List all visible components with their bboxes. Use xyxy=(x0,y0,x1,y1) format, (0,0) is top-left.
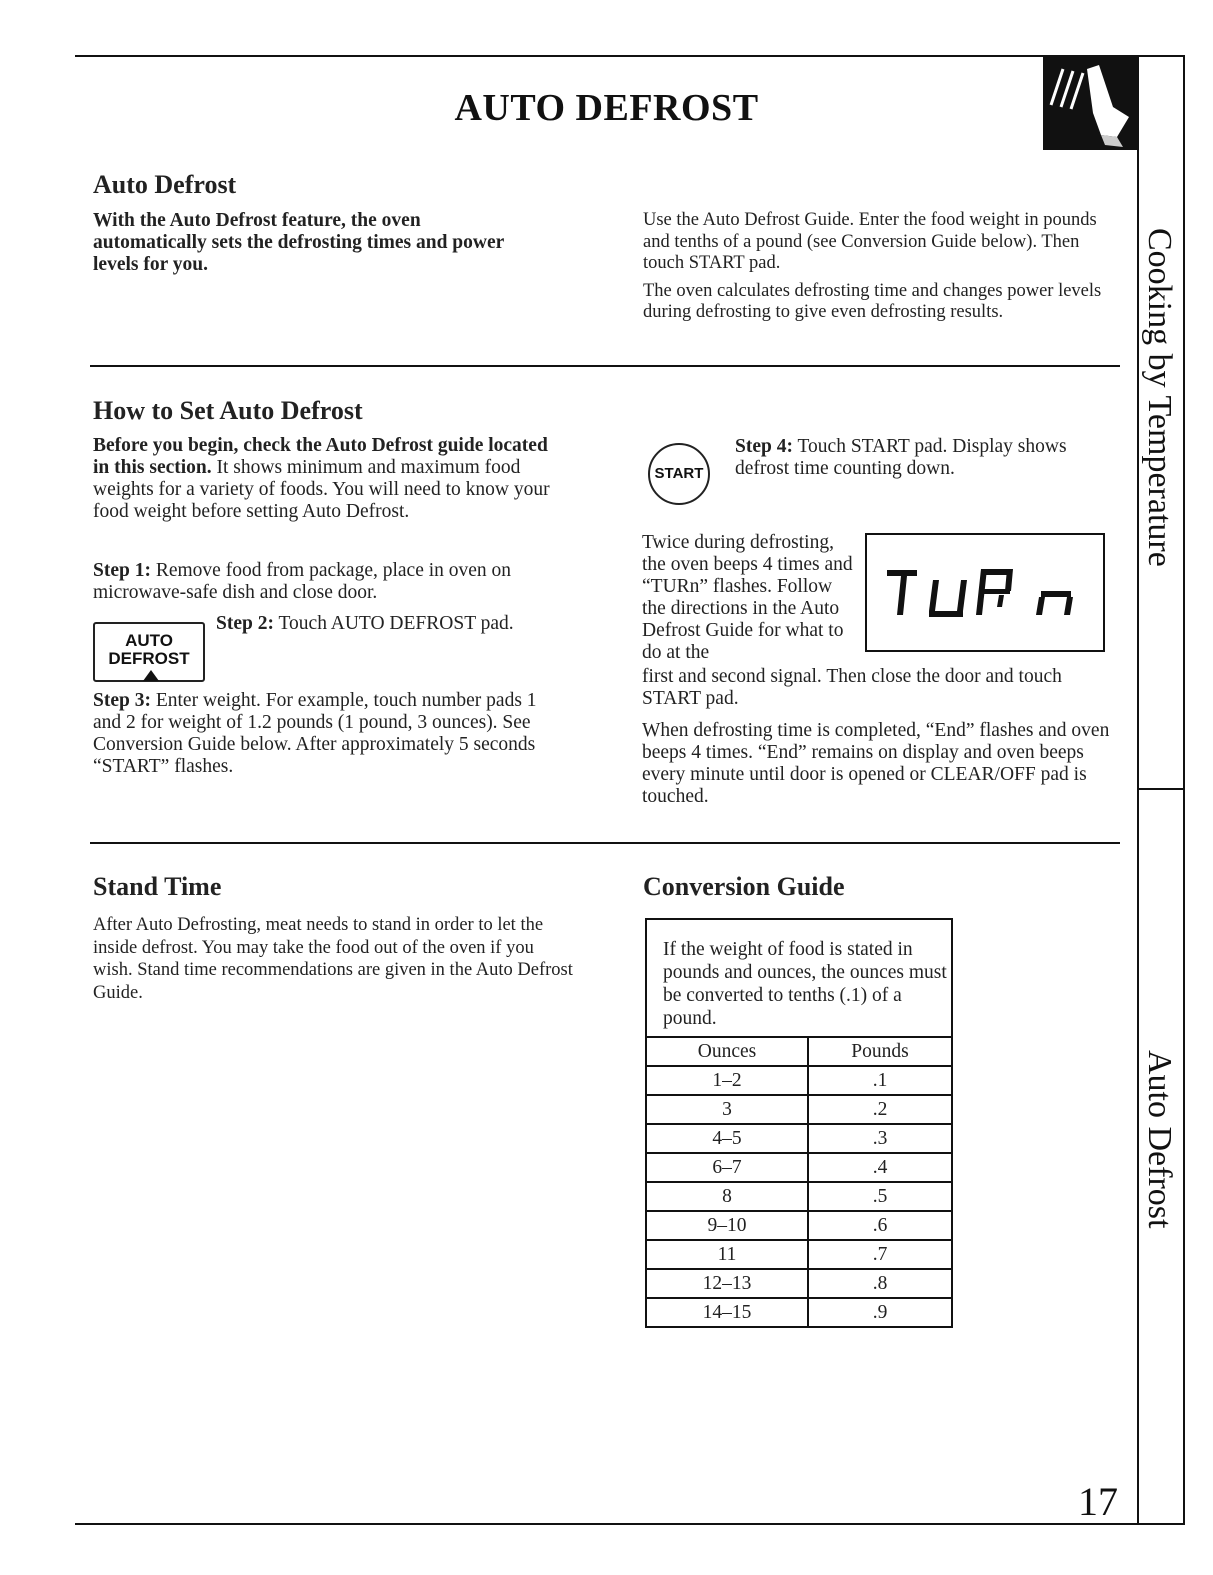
side-tab-cooking-by-temperature[interactable]: Cooking by Temperature xyxy=(1141,228,1178,567)
table-row xyxy=(647,1124,951,1153)
step-4-text: Touch START pad. Display shows defrost time counting down. xyxy=(735,436,1067,479)
step-2 xyxy=(216,613,556,635)
ounces-cell: 4–5 xyxy=(647,1124,808,1153)
table-row xyxy=(647,1298,951,1326)
ounces-cell: 14–15 xyxy=(647,1298,808,1326)
intro-para-1: Use the Auto Defrost Guide. Enter the food weight in pounds and tenths of a pound (see Conversion Guide below). Then touch START pad. xyxy=(643,210,1097,273)
ounces-cell: 3 xyxy=(647,1095,808,1124)
page-title: AUTO DEFROST xyxy=(454,87,759,129)
step-3-label: Step 3: xyxy=(93,690,151,711)
before-bold: Before you begin, check the Auto Defrost guide located in this section. xyxy=(93,435,548,478)
col-pounds: Pounds xyxy=(808,1038,951,1066)
page-number: 17 xyxy=(1078,1479,1118,1524)
right-tab-border xyxy=(1137,55,1139,1525)
twice-text: Twice during defrosting, the oven beeps 4 times and “TURn” flashes. Follow the directions in the Auto Defrost Guide for what to do at the xyxy=(642,532,853,663)
top-rule xyxy=(75,55,1185,57)
pounds-cell: .3 xyxy=(808,1124,951,1153)
pounds-cell: .7 xyxy=(808,1240,951,1269)
conversion-header-row xyxy=(647,1038,951,1066)
end-text: When defrosting time is completed, “End” flashes and oven beeps 4 times. “End” remains on display and oven beeps every minute until door is opened or CLEAR/OFF pad is touched. xyxy=(642,720,1110,807)
turn-display-glyphs xyxy=(867,535,1103,650)
section-rule-2 xyxy=(90,842,1120,844)
auto-defrost-pad-line2: DEFROST xyxy=(108,649,190,668)
intro-para-2: The oven calculates defrosting time and changes power levels during defrosting to give even defrosting results. xyxy=(643,280,1102,322)
twice-text-continued: first and second signal. Then close the door and touch START pad. xyxy=(642,666,1062,709)
section-rule-1 xyxy=(90,365,1120,367)
intro-right-column xyxy=(643,210,1113,330)
conversion-heading: Conversion Guide xyxy=(643,872,845,901)
ounces-cell: 9–10 xyxy=(647,1211,808,1240)
ounces-cell: 6–7 xyxy=(647,1153,808,1182)
right-edge-border xyxy=(1183,55,1185,1525)
pounds-cell: .5 xyxy=(808,1182,951,1211)
table-row xyxy=(647,1066,951,1095)
table-row xyxy=(647,1240,951,1269)
table-row xyxy=(647,1182,951,1211)
pounds-cell: .9 xyxy=(808,1298,951,1326)
step-1-text: Remove food from package, place in oven on microwave-safe dish and close door. xyxy=(93,560,512,603)
pounds-cell: .4 xyxy=(808,1153,951,1182)
intro-heading: Auto Defrost xyxy=(93,170,237,199)
side-tab-auto-defrost[interactable]: Auto Defrost xyxy=(1141,1050,1178,1229)
conversion-note: If the weight of food is stated in pounds and ounces, the ounces must be converted to tenths (.1) of a pound. xyxy=(647,920,951,1038)
auto-defrost-pad xyxy=(93,622,205,682)
step-2-label: Step 2: xyxy=(216,613,274,634)
step-3-text: Enter weight. For example, touch number pads 1 and 2 for weight of 1.2 pounds (1 pound, 3 ounces). See Conversion Guide below. After approximately 5 seconds “START” flashes. xyxy=(93,690,537,777)
how-to-heading: How to Set Auto Defrost xyxy=(93,396,363,425)
auto-defrost-pad-line1: AUTO xyxy=(125,631,173,650)
before-you-begin xyxy=(93,435,553,523)
step-1 xyxy=(93,560,553,604)
bottom-rule xyxy=(75,1523,1185,1525)
ounces-cell: 11 xyxy=(647,1240,808,1269)
step-3 xyxy=(93,690,543,778)
step-4 xyxy=(735,436,1115,480)
pounds-cell: .8 xyxy=(808,1269,951,1298)
conversion-table xyxy=(647,1038,951,1326)
table-row xyxy=(647,1269,951,1298)
table-row xyxy=(647,1153,951,1182)
turn-display xyxy=(865,533,1105,652)
intro-lead: With the Auto Defrost feature, the oven automatically sets the defrosting times and power levels for you. xyxy=(93,210,504,275)
ounces-cell: 1–2 xyxy=(647,1066,808,1095)
pounds-cell: .2 xyxy=(808,1095,951,1124)
col-ounces: Ounces xyxy=(647,1038,808,1066)
ounces-cell: 12–13 xyxy=(647,1269,808,1298)
pounds-cell: .1 xyxy=(808,1066,951,1095)
pounds-cell: .6 xyxy=(808,1211,951,1240)
step-4-label: Step 4: xyxy=(735,436,793,457)
stand-time-heading: Stand Time xyxy=(93,872,222,901)
step-1-label: Step 1: xyxy=(93,560,151,581)
tab-divider xyxy=(1137,788,1185,790)
table-row xyxy=(647,1211,951,1240)
step-2-text: Touch AUTO DEFROST pad. xyxy=(273,613,514,634)
table-row xyxy=(647,1095,951,1124)
start-pad: START xyxy=(648,443,710,505)
ounces-cell: 8 xyxy=(647,1182,808,1211)
stand-time-text: After Auto Defrosting, meat needs to stand in order to let the inside defrost. You may take the food out of the oven if you wish. Stand time recommendations are given in the Auto Defrost Guide. xyxy=(93,915,573,1003)
pad-triangle-icon xyxy=(143,670,159,681)
before-rest: It shows minimum and maximum food weights for a variety of foods. You will need to know your food weight before setting Auto Defrost. xyxy=(93,457,550,522)
conversion-box xyxy=(645,918,953,1328)
